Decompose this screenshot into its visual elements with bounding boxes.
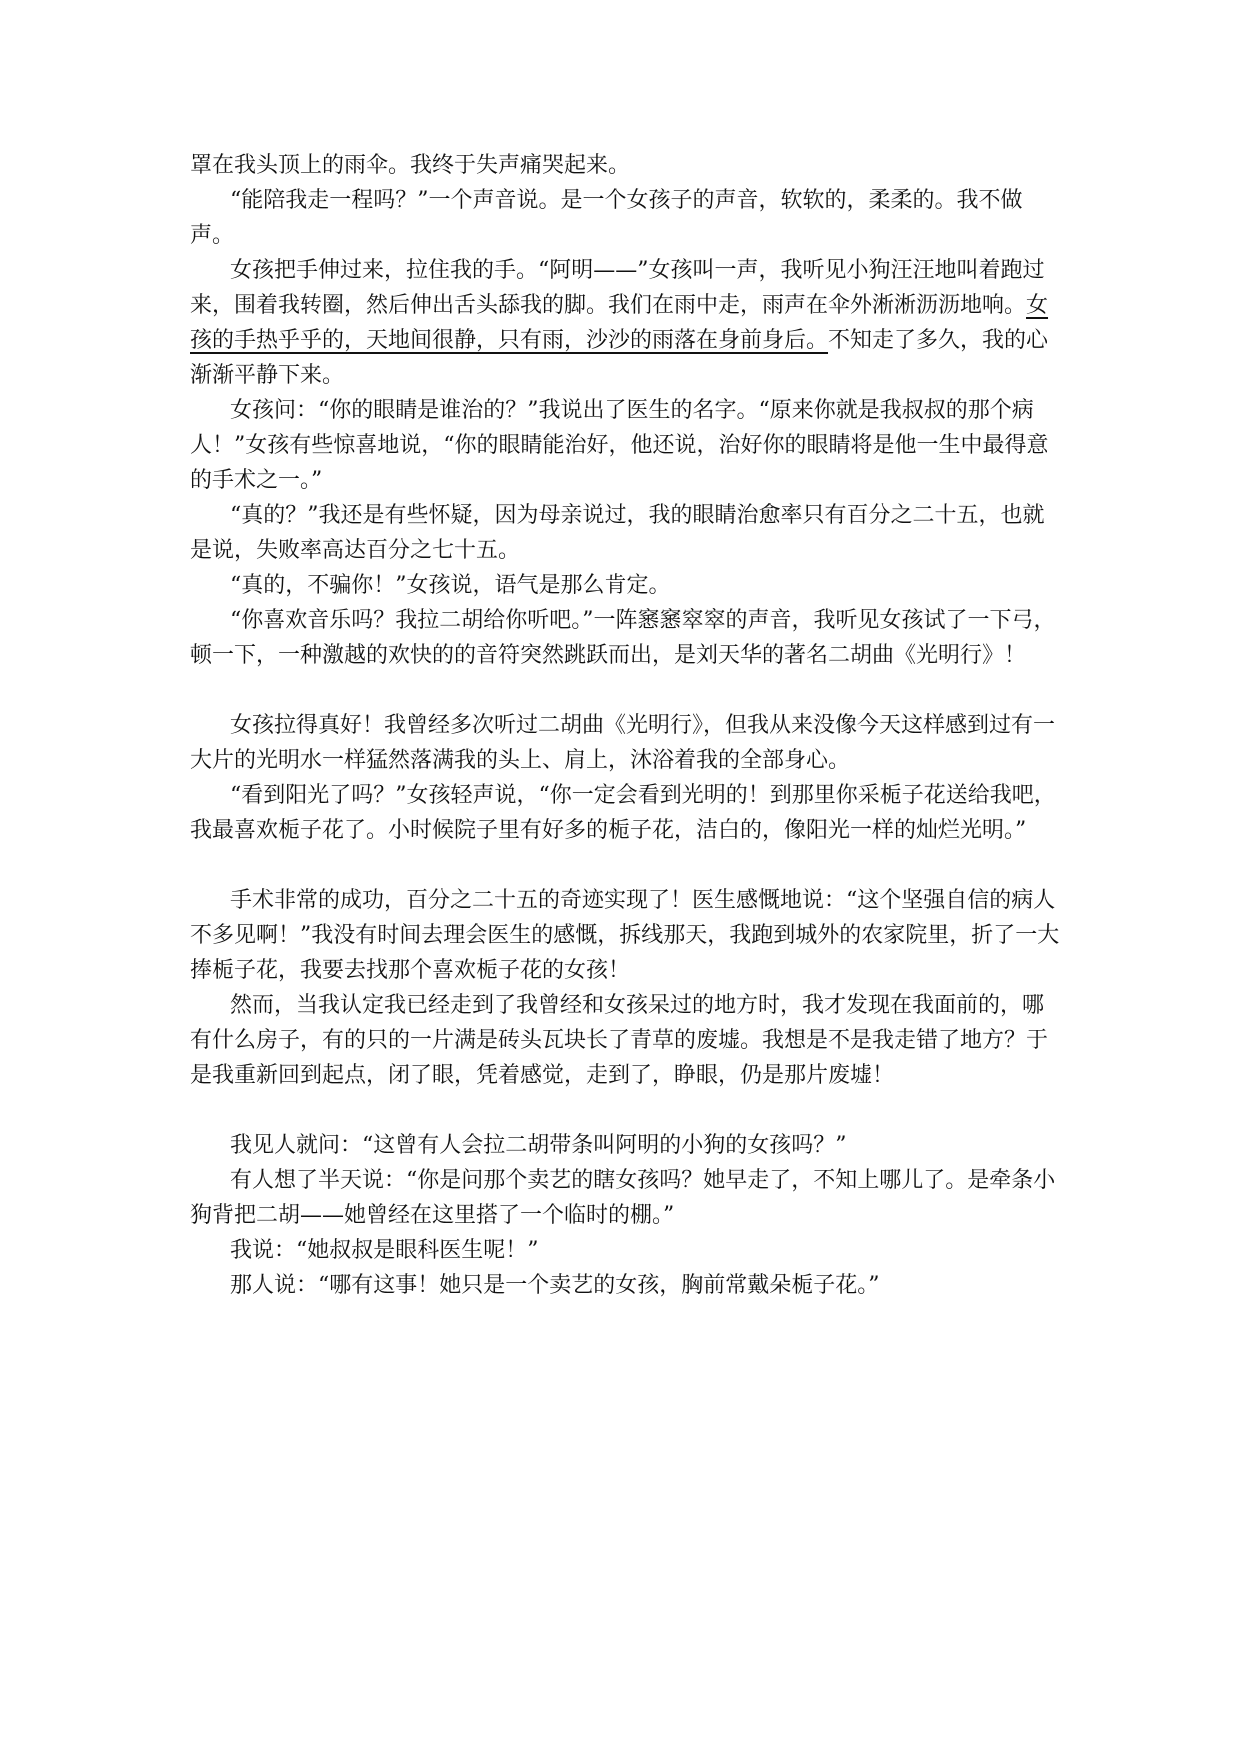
story-paragraph: 女孩问：“你的眼睛是谁治的？”我说出了医生的名字。“原来你就是我叔叔的那个病人！”女孩有些惊喜地说，“你的眼睛能治好，他还说，治好你的眼睛将是他一生中最得意的手术之一。” [190,398,1049,493]
story-paragraph: “你喜欢音乐吗？我拉二胡给你听吧。”一阵窸窸窣窣的声音，我听见女孩试了一下弓，顿一下，一种激越的欢快的的音符突然跳跃而出，是刘天华的著名二胡曲《光明行》！ [190,608,1056,668]
story-paragraph: “能陪我走一程吗？”一个声音说。是一个女孩子的声音，软软的，柔柔的。我不做声。 [190,188,1023,248]
story-paragraph: 女孩把手伸过来，拉住我的手。“阿明——”女孩叫一声，我听见小狗汪汪地叫着跑过来，围着我转圈，然后伸出舌头舔我的脚。我们在雨中走，雨声在伞外淅淅沥沥地响。女孩的手热乎乎的，天地间很静，只有雨，沙沙的雨落在身前身后。不知走了多久，我的心渐渐平静下来。 [190,258,1049,388]
story-paragraph: 有人想了半天说：“你是问那个卖艺的瞎女孩吗？她早走了，不知上哪儿了。是牵条小狗背把二胡——她曾经在这里搭了一个临时的棚。” [190,1168,1056,1228]
story-paragraph: 罩在我头顶上的雨伞。我终于失声痛哭起来。 [190,153,631,178]
story-paragraph: 那人说：“哪有这事！她只是一个卖艺的女孩，胸前常戴朵栀子花。” [230,1273,880,1298]
story-paragraph: 我说：“她叔叔是眼科医生呢！” [230,1238,539,1263]
story-paragraph: “看到阳光了吗？”女孩轻声说，“你一定会看到光明的！到那里你采栀子花送给我吧，我最喜欢栀子花了。小时候院子里有好多的栀子花，洁白的，像阳光一样的灿烂光明。” [190,783,1056,843]
story-paragraph: 女孩拉得真好！我曾经多次听过二胡曲《光明行》，但我从来没像今天这样感到过有一大片的光明水一样猛然落满我的头上、肩上，沐浴着我的全部身心。 [190,713,1056,773]
story-paragraph: 我见人就问：“这曾有人会拉二胡带条叫阿明的小狗的女孩吗？” [230,1133,847,1158]
story-paragraph: 手术非常的成功，百分之二十五的奇迹实现了！医生感慨地说：“这个坚强自信的病人不多见啊！”我没有时间去理会医生的感慨，拆线那天，我跑到城外的农家院里，折了一大捧栀子花，我要去找那个喜欢栀子花的女孩！ [190,888,1060,983]
story-paragraph: 然而，当我认定我已经走到了我曾经和女孩呆过的地方时，我才发现在我面前的，哪有什么房子，有的只的一片满是砖头瓦块长了青草的废墟。我想是不是我走错了地方？于是我重新回到起点，闭了眼，凭着感觉，走到了，睁眼，仍是那片废墟！ [190,993,1049,1088]
story-paragraph: “真的，不骗你！”女孩说，语气是那么肯定。 [230,573,671,598]
underlined-sentence: 女孩的手热乎乎的，天地间很静，只有雨，沙沙的雨落在身前身后。 [190,293,1049,353]
story-paragraph: “真的？”我还是有些怀疑，因为母亲说过，我的眼睛治愈率只有百分之二十五，也就是说，失败率高达百分之七十五。 [190,503,1045,563]
